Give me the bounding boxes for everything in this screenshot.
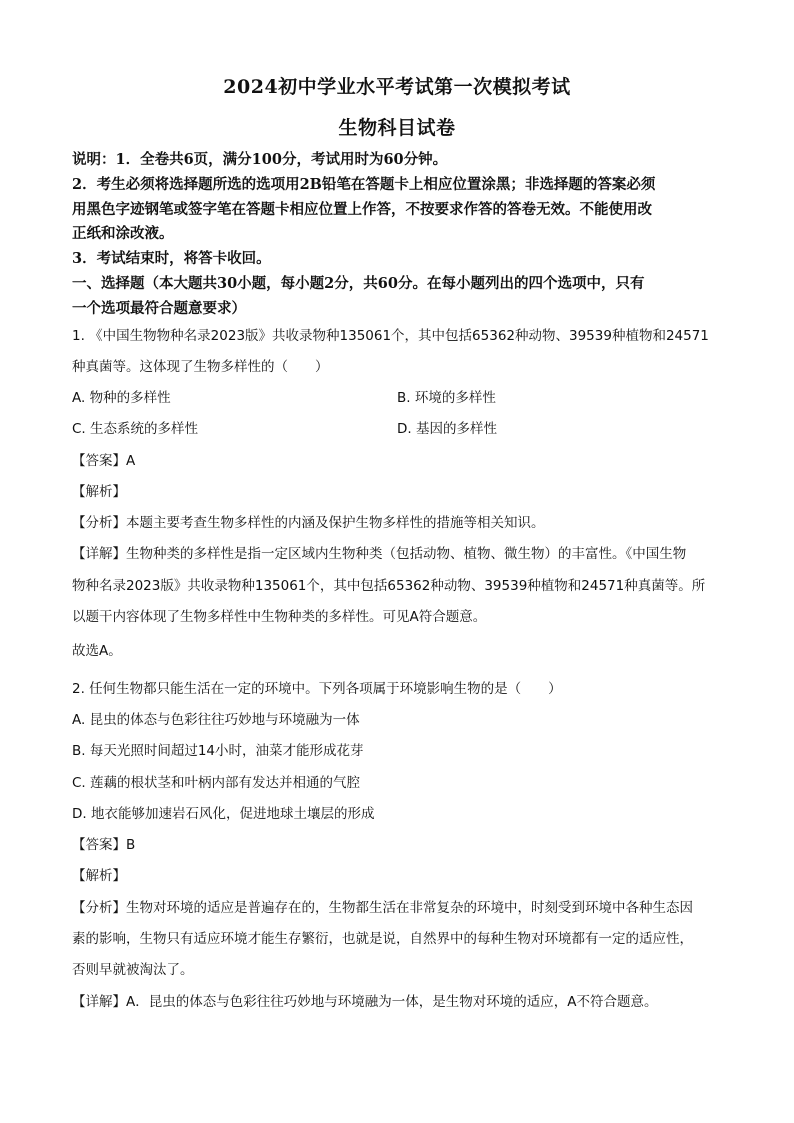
q2-analysis-label: 【解析】 [72,868,126,884]
q1-analysis-label: 【解析】 [72,484,126,500]
q2-option-c: C. 莲藕的根状茎和叶柄内部有发达并相通的气腔 [72,775,361,791]
instruction-line-5: 3．考试结束时，将答卡收回。 [72,250,271,267]
q1-conclusion: 故选A。 [72,643,122,659]
q2-fenxi-line-3: 否则早就被淘汰了。 [72,962,194,978]
section-heading-line-1: 一、选择题（本大题共30小题，每小题2分，共60分。在每小题列出的四个选项中，只有 [72,275,645,292]
q2-detail-line-1: 【详解】A．昆虫的体态与色彩往往巧妙地与环境融为一体，是生物对环境的适应，A不符合题意。 [72,994,658,1010]
instruction-line-2: 2．考生必须将选择题所选的选项用2B铅笔在答题卡上相应位置涂黑；非选择题的答案必须 [72,176,656,193]
q1-detail-line-2: 物种名录2023版》共收录物种135061个，其中包括65362种动物、39539种植物和24571种真菌等。所 [72,578,706,594]
q2-option-d: D. 地衣能够加速岩石风化，促进地球土壤层的形成 [72,806,375,822]
q2-stem: 2. 任何生物都只能生活在一定的环境中。下列各项属于环境影响生物的是（ ） [72,681,562,697]
q2-fenxi-line-1: 【分析】生物对环境的适应是普遍存在的，生物都生活在非常复杂的环境中，时刻受到环境中各种生态因 [72,900,693,916]
q2-option-a: A. 昆虫的体态与色彩往往巧妙地与环境融为一体 [72,712,360,728]
exam-subtitle: 生物科目试卷 [338,117,456,139]
q1-option-a: A. 物种的多样性 [72,390,171,406]
instruction-line-3: 用黑色字迹钢笔或签字笔在答题卡相应位置上作答，不按要求作答的答卷无效。不能使用改 [72,201,652,218]
q1-option-d: D. 基因的多样性 [397,421,497,437]
exam-title: 2024初中学业水平考试第一次模拟考试 [223,76,571,98]
q2-option-b: B. 每天光照时间超过14小时，油菜才能形成花芽 [72,743,364,759]
section-heading-line-2: 一个选项最符合题意要求） [72,300,246,317]
q1-detail-line-1: 【详解】生物种类的多样性是指一定区域内生物种类（包括动物、植物、微生物）的丰富性。《中国生物 [72,546,687,562]
q1-stem-line-2: 种真菌等。这体现了生物多样性的（ ） [72,359,329,375]
q1-stem-line-1: 1. 《中国生物物种名录2023版》共收录物种135061个，其中包括65362种动物、39539种植物和24571 [72,328,709,344]
q1-fenxi: 【分析】本题主要考查生物多样性的内涵及保护生物多样性的措施等相关知识。 [72,515,545,531]
instruction-line-1: 说明：1．全卷共6页，满分100分，考试用时为60分钟。 [72,151,448,168]
q2-fenxi-line-2: 素的影响，生物只有适应环境才能生存繁衍，也就是说，自然界中的每种生物对环境都有一定的适应性， [72,931,693,947]
instruction-line-4: 正纸和涂改液。 [72,225,174,242]
q2-answer: 【答案】B [72,837,136,853]
q1-option-b: B. 环境的多样性 [397,390,496,406]
q1-option-c: C. 生态系统的多样性 [72,421,199,437]
q1-detail-line-3: 以题干内容体现了生物多样性中生物种类的多样性。可见A符合题意。 [72,609,487,625]
q1-answer: 【答案】A [72,453,136,469]
